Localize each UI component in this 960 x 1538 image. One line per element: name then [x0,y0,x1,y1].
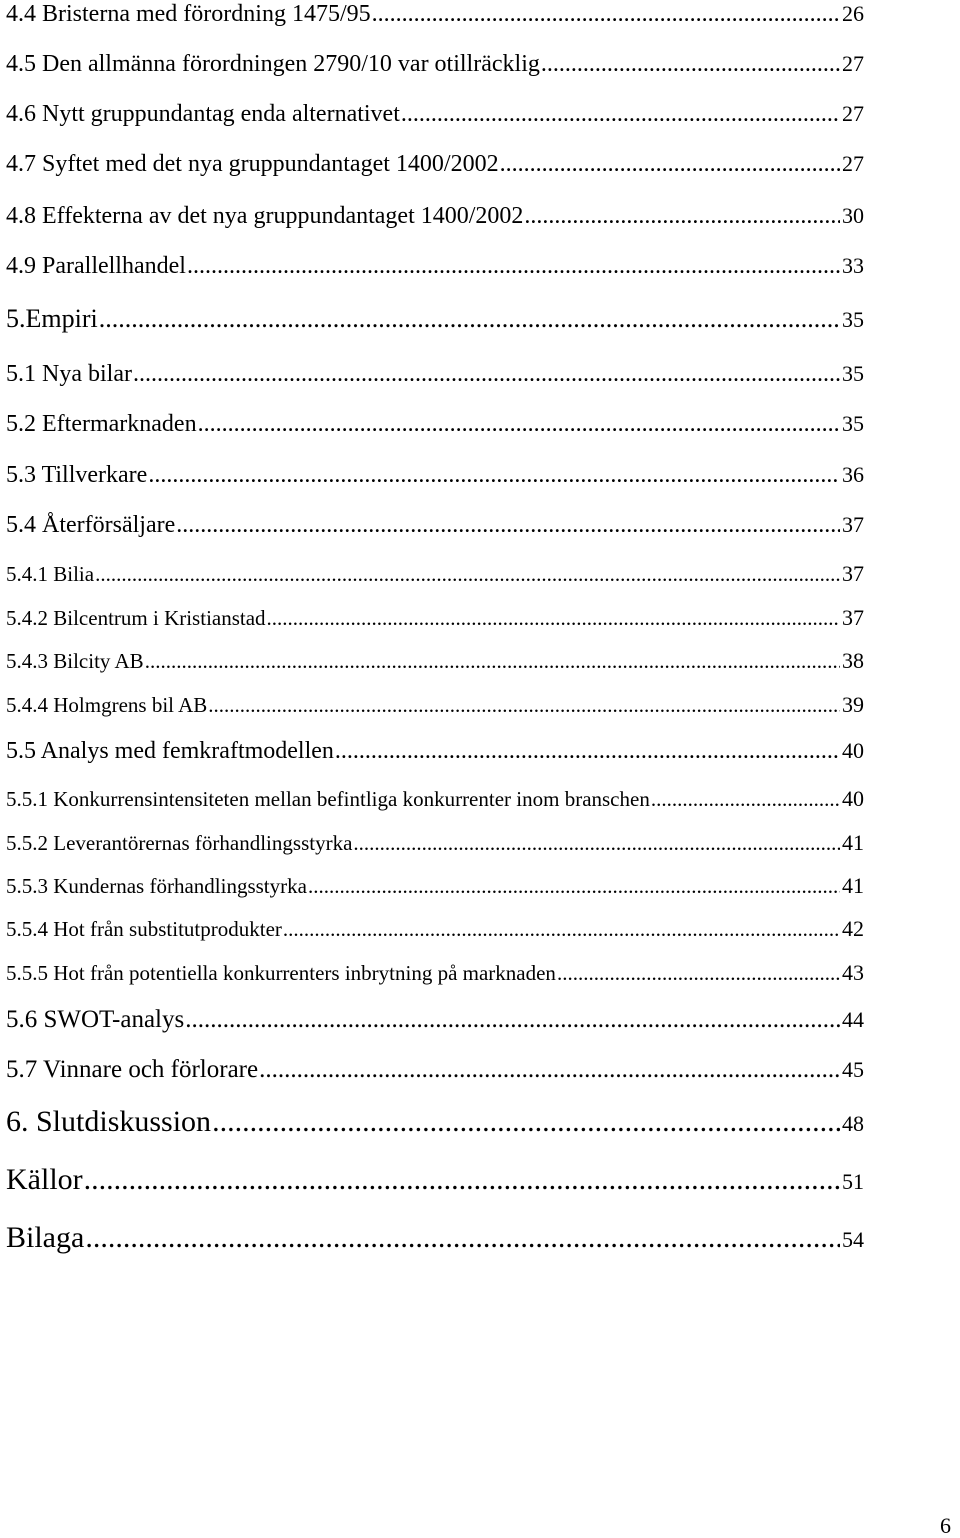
toc-dot-leader [401,102,840,126]
toc-entry-4-9[interactable] [6,254,864,278]
toc-dot-leader [524,204,840,228]
toc-entry-page: 41 [842,873,864,898]
toc-entry-page: 44 [842,1007,864,1032]
toc-entry-page: 40 [842,786,864,811]
toc-entry-title: 6. Slutdiskussion [6,1105,212,1138]
toc-entry-4-4[interactable] [6,2,864,26]
toc-entry-page: 37 [842,561,864,586]
toc-entry-title: 4.5 Den allmänna förordningen 2790/10 var otillräcklig [6,51,540,77]
toc-entry-title: 4.8 Effekterna av det nya gruppundantaget 1400/2002 [6,203,524,229]
toc-entry-page: 39 [842,692,864,717]
toc-dot-leader [133,362,840,386]
toc-dot-leader [267,608,840,629]
toc-entry-4-8[interactable] [6,204,864,228]
toc-entry-title: 4.7 Syftet med det nya gruppundantaget 1400/2002 [6,151,499,177]
toc-dot-leader [500,152,840,176]
toc-entry-title: Bilaga [6,1221,85,1254]
toc-entry-page: 54 [842,1227,864,1252]
toc-dot-leader [283,919,840,940]
toc-entry-5-6[interactable] [6,1007,864,1032]
toc-entry-page: 35 [842,361,864,386]
toc-entry-5-4-2[interactable] [6,607,864,629]
toc-entry-title: 5.4.1 Bilia [6,562,95,586]
toc-entry-page: 48 [842,1111,864,1136]
toc-entry-page: 51 [842,1169,864,1194]
toc-entry-title: 5.4.2 Bilcentrum i Kristianstad [6,606,266,630]
toc-entry-page: 40 [842,738,864,763]
toc-entry-title: 5.2 Eftermarknaden [6,411,197,437]
toc-entry-5-3[interactable] [6,463,864,487]
toc-entry-page: 26 [842,1,864,26]
toc-entry-title: 5.1 Nya bilar [6,361,132,387]
toc-entry-4-7[interactable] [6,152,864,176]
toc-entry-title: 5.4 Återförsäljare [6,512,176,538]
toc-entry-title: 5.5 Analys med femkraftmodellen [6,738,334,764]
toc-entry-5-5-4[interactable] [6,918,864,940]
toc-dot-leader [353,833,840,854]
toc-entry-page: 35 [842,307,864,332]
toc-entry-page: 42 [842,916,864,941]
toc-entry-title: 5.4.4 Holmgrens bil AB [6,693,208,717]
toc-entry-5-4[interactable] [6,513,864,537]
toc-entry-page: 27 [842,151,864,176]
toc-entry-title: 4.9 Parallellhandel [6,253,186,279]
toc-entry-5-1[interactable] [6,362,864,386]
toc-entry-5-5[interactable] [6,739,864,763]
toc-dot-leader [84,1165,840,1195]
toc-entry-title: 5.3 Tillverkare [6,462,148,488]
toc-dot-leader [308,876,840,897]
toc-dot-leader [176,513,840,537]
toc-entry-5[interactable] [6,306,864,332]
toc-dot-leader [145,651,840,672]
toc-dot-leader [85,1223,840,1253]
toc-entry-page: 37 [842,512,864,537]
toc-entry-title: 4.4 Bristerna med förordning 1475/95 [6,1,371,27]
toc-entry-4-5[interactable] [6,52,864,76]
toc-dot-leader [557,963,840,984]
toc-dot-leader [259,1057,840,1082]
toc-dot-leader [95,564,840,585]
toc-entry-6[interactable] [6,1107,864,1137]
toc-entry-4-6[interactable] [6,102,864,126]
toc-entry-5-4-3[interactable] [6,650,864,672]
toc-entry-bilaga[interactable] [6,1223,864,1253]
toc-entry-kallor[interactable] [6,1165,864,1195]
toc-entry-5-5-3[interactable] [6,875,864,897]
toc-entry-5-5-5[interactable] [6,962,864,984]
toc-entry-title: 5.6 SWOT-analys [6,1006,185,1033]
toc-entry-page: 35 [842,411,864,436]
toc-dot-leader [212,1107,840,1137]
toc-entry-page: 33 [842,253,864,278]
toc-entry-page: 37 [842,605,864,630]
toc-entry-5-5-2[interactable] [6,832,864,854]
toc-entry-title: Källor [6,1163,83,1196]
toc-dot-leader [335,739,840,763]
toc-dot-leader [148,463,840,487]
toc-entry-title: 5.5.4 Hot från substitutprodukter [6,917,282,941]
toc-dot-leader [651,789,840,810]
toc-entry-page: 27 [842,101,864,126]
toc-dot-leader [185,1007,840,1032]
toc-entry-5-4-4[interactable] [6,694,864,716]
page-number: 6 [940,1513,951,1538]
toc-entry-page: 36 [842,462,864,487]
toc-entry-page: 27 [842,51,864,76]
toc-dot-leader [208,695,840,716]
toc-dot-leader [187,254,840,278]
toc-entry-page: 30 [842,203,864,228]
toc-entry-page: 43 [842,960,864,985]
toc-entry-title: 5.7 Vinnare och förlorare [6,1056,259,1083]
toc-entry-5-7[interactable] [6,1057,864,1082]
toc-dot-leader [541,52,840,76]
toc-entry-title: 5.Empiri [6,304,98,333]
toc-entry-5-4-1[interactable] [6,563,864,585]
toc-entry-5-5-1[interactable] [6,788,864,810]
toc-dot-leader [198,412,840,436]
toc-entry-title: 5.5.3 Kundernas förhandlingsstyrka [6,874,307,898]
toc-entry-page: 45 [842,1057,864,1082]
toc-entry-title: 5.5.5 Hot från potentiella konkurrenters inbrytning på marknaden [6,961,556,985]
toc-dot-leader [99,306,840,332]
toc-entry-5-2[interactable] [6,412,864,436]
toc-entry-title: 5.5.1 Konkurrensintensiteten mellan befintliga konkurrenter inom branschen [6,787,650,811]
toc-entry-page: 41 [842,830,864,855]
toc-entry-title: 5.5.2 Leverantörernas förhandlingsstyrka [6,831,353,855]
toc-entry-title: 5.4.3 Bilcity AB [6,649,144,673]
toc-entry-title: 4.6 Nytt gruppundantag enda alternativet [6,101,400,127]
toc-entry-page: 38 [842,648,864,673]
toc-dot-leader [372,2,840,26]
